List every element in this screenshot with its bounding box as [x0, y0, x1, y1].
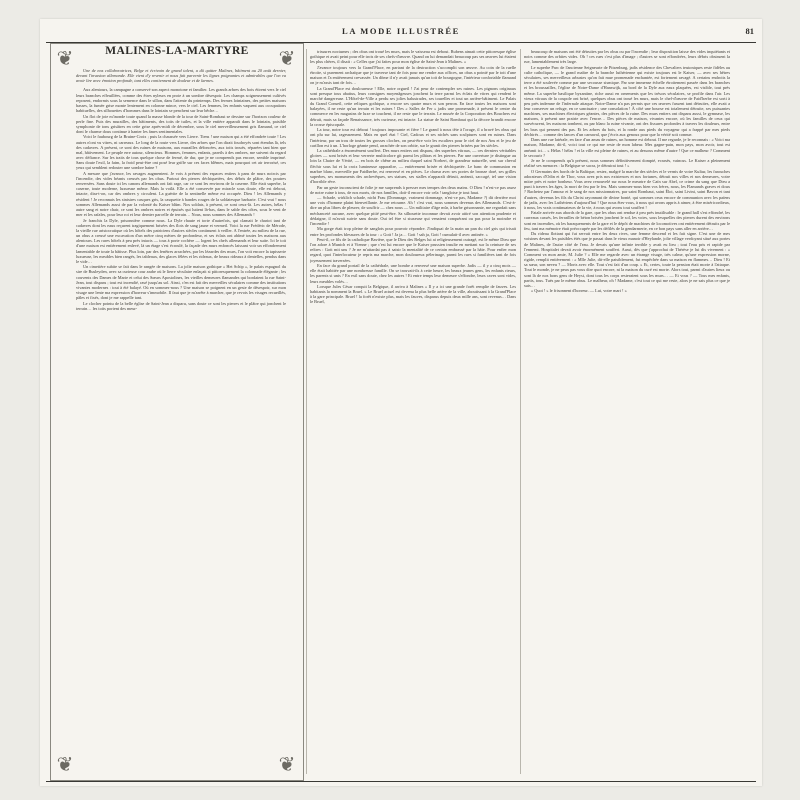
ornament-bottom-right: ❦	[278, 752, 296, 776]
paragraph: Aux alentours, la campagne a conservé son aspect monotone et familier. Les grands arbres des bois étirent vers le ciel leurs branches effeuillées, comme des êtres nyleurs en proie à un sombre désespoir. Les champs soigneusement cultivés reposent, endormis sous la semence dans le sillon, dans l'attente du printemps. Des fermes lointaines, des petites maisons basses, la fumée grise monte lentement en colonne mince, vers le ciel. Les femmes, les enfants vaquent aux occupations habituelles, des silhouettes d'hommes dans le lointain se penchent sur leur bêche…	[76, 87, 286, 114]
publication-title: LA MODE ILLUSTRÉE	[342, 26, 460, 36]
paragraph: Le superbe Parc de l'ancienne Seigneurie de Pitsenburg, jadis résidence des Chevaliers teutoniques reste fidèles au culte catholique, — le grand maître de la branche luthérienne qui existe toujours est le Kaiser, — avec ses hêtres séculaires, ses merveilleux arbustes qu'on fait mue promenade enchantée, est fortement ravagé. A certains endroits la terre a été soulevée comme par une secousse sismique. Par une immense échelle étroitement passée dans les branches et les broussailles, l'église de Notre-Dame d'Hanswijk, au bord de la Dyle aux eaux plaquées, est visible, tout près même. La superbe basilique byzantine, riche aussi en ornements que les trésors séculaires, se profile dans l'air. Les vieux vitraux de la coupole ont brisé, quelques obus ont troué les murs, mais le chef-d'œuvre de Faid'herbe est sorti à peu près indemne de l'infernale attaque. Notre-Dame n'a pas permis que ces œuvres fussent tant détruites, elle avait a leur conserver un refuge, en ce sanctuaire ; une consolation ! À côté une bourse est totalement détruite, ses puissantes machines, ses machines électriques géantes, des pièces de la ruine. Des murs entiers ont disparu aussi, le gymnase, les maisons, à présent une prairie avec l'encre… Des pièces de maison, vivantes encore, où les familles de ceux qui survécurent, les maisons tombent, ou par blanc la ruine vivante, ont des fissures profondes à travers les douleurs, entre les bras qui pensent des pas. Et les arbres du bois, et la ronde aux pieds du voyageur qui a frappé par mes pieds déchirés… comme des lances d'un carnaval, que j'écris aux genoux pour que la vérité soit connue.	[524, 64, 730, 137]
paragraph: Lorsque Jules César conquit la Belgique, il arriva à Malines « Il y a ici une grande forêt remplie de fauves. Les habitants la nomment la Bruel. » Le Bruel actuel est devenu la plus belle artère de la ville, aboutissant à la Grand'Place à la gare principale. Bruel ! la forêt n'existe plus, mais les fauves, disparus depuis deux mille ans, sont revenus… Dans le Bruel,	[310, 284, 516, 305]
paragraph: La Grand'Place est douloureuse ! Elle, notre orgueil ! J'ai peur de contempler ses ruines. Les pignons originaux sont presque tous abattus, leurs consignes moyenâgeuses jonchent la terre parmi les éclats de vitres qui rendent le marché dangereuse. L'Hôtel-de-Ville a perdu ses jolies balustrades, ses tourelles et tout un arrière-bâtiment. Le Palais du Grand Conseil, cette reliques gothique, a encore ses quatre murs et son perron. En face toutes les maisons sont balayées, il ne reste qu'un terrain et les ruines ! Des « Salles de Fer » jadis une promenade, à présent le centre du commerce en les magasins de luxe se touchent, il ne reste que le terrain. Le musée de la Corporation des Bouchers est détruit, mais sa façade Renaissance, très curieuse, est intacte. La statue de Saint Rombaut qui la décore brandit encore la crosse épiscopale.	[310, 85, 516, 127]
paragraph: Fatale arrivée aux abords de la gare, que les obus ont rendue à peu près inutilisable : le grand hall s'est effondré, les carreaux cassés, les ferrailles de béton brisées jonchent le sol, les voies, sous lesquelles des pierres durent des environs sont en incendies, où les baraquements de la gare et le dépôt de machines de locomotives ont entièrement détruits par le feu, tant ma mémoire était préoccupée par les défilés de la gendarmerie, en ce bon pays sans aller en arrière…	[524, 210, 730, 231]
ornament-top-right: ❦	[278, 46, 296, 70]
paragraph: — Schade, wirklich schade, nicht Frau (Dommage, vraiment dommage, n'est-ce pas, Madame ?) dit derrière moi une voix d'homme plaint bienveillante. Je me retourne. Ah ! c'est vrai, nous sommes devenus des Allemands. C'est-à-dire un plus libres de pleurer, de souffrir — chez nous — Un militaire d'âge mûr, à barbe grisonnante, me regardait sans méchanceté aucune, avec quelque pitié peut-être. Sa silhouette inconnue devait avoir attiré son attention prudente et dédaigne, il m'avait suivie sans doute. Oui tel être si stuxeuse qui venaient conquérant ou pas pour la moindre et l'incendie !	[310, 195, 516, 226]
paragraph: Je ne le comprends qu'à présent, nous sommes définitivement dompté, ecrasés, vaincus. Le Kaiser a pleinement réalisé ses menaces : la Belgique se sacra, je détruirai tout ! »	[524, 158, 730, 169]
footer-rule	[46, 781, 756, 782]
paragraph: Le clocher pointu de la belle église de Saint-Jean a disparu, sans doute ce sont les pierres et le plâtre qui jonchent le terrain… les toits portent des meur-	[76, 300, 286, 311]
paragraph: Je franchis la Dyle, prisonnière comme nous. La Dyle rhaute et torte d'autrefois, qui clamait le chariot tant de cadavres dont les eaux reçurent tragiquement brisées des flots de sang jaune et vermeil. Voici la rue Frédéric de Mérode, la vieille rue aristocratique où les hôtels des patriciens d'autres siècles continuent à veiller. A l'entrée, au milieu de la rue, un obus a creusé une excavation d'un mètre cinq mètres de profondeur, et ses éclats ont abîmé toutes les maisons aux alentours. Les rares hôtels à peu près intacts — tous à porte cochère — logent les chefs allemands et leur suite. Ici le toit d'une maison est entièrement enlevé, là un étage s'est écroulé, la façade des murs enfoncés laissant voir un effondrement lamentable de toute la bâtisse. Plus loin, par des fenêtres arrachées, par les lézardes des murs, l'on voit encore la tapisserie luxueuse, les meubles bien rangés, les tableaux, des glaces fêlées et les rideaux, de beaux rideaux à dentelles, pendus dans le vide…	[76, 217, 286, 264]
text-column-2	[310, 49, 516, 774]
magazine-page	[40, 19, 762, 786]
paragraph: Du rideau flottant qui fut servait entre les deux rives, une femme descend et les fait signe. C'est une de mes voisines devant les paisibles étés que je passai dans le vieux manoir d'Heylande, jolie village verdoyant situé aux portes de Malines, de l'autre côté de l'eau. Je devais qu'une infinie terrible y avait eu lieu ; tout l'eau pris et rapide par l'ennemi. Hospitalet devait avoir énormément souffert. Aussi, dès que j'approchai de Thérèse je lui dis vivement : « Comment va mon amie, M. Julie ? » Elle me regarde avec un étrange visage, très calme, qu'une expression morne, rigide, remplit entièrement : « Mlle Julie, dit-elle paisiblement, fut empêchée dans sa maison en flammes… Dieu ! Et sa sœur, son neveu ? — Morts avec elle. Tout s'est fait d'un coup. » Et, certes, toute la pension était morte à l'attaque. Tout le monde, je ne peux pas vous dire quoi encore, ni la maison du curé est morte. Alors tout, parmi d'autres lieux ou sont là de nos bons gens de Heyst, dont tous les corps resteraient sous les murs… — Et vous ? — Tous mes enfants, partis, tous. Tués par le même obus. Le malheur, oh ! Madame, c'est tout ce qui me reste, alors je ne sais plus ce que je suis…	[524, 231, 730, 288]
paragraph: « Quoi ! » le frisonnent d'horreur. — Lui, votre mari ! »	[531, 288, 627, 294]
paragraph: La tour, notre tour est debout ! toujours imposante et fière ! Le grand à nous tête à l'orage, il a bravé les obus qui ont plu sur lui, rageusement. Mais en quel état ! Ciel, Cadoux et ses nichés sans sculptures sont en ruines. Dans l'intérieur, par un trou de toutes les grosses cloches, on peut-être voir les escaliers pour le ciel de nos Ans et le jeu de carillon est à un. L'horloge géante pend, arrachée de son orbite, sur le granit des pierres brisées par les siècles.	[310, 127, 516, 148]
column-divider	[520, 49, 521, 774]
paragraph: trissures nocturnes ; des obus ont troué les murs, mais le vaisseau est debout. Rubens aimait cette pittoresque église gothique et avait peint pour elle trois de ses chefs-d'œuvre. Quand on lui demandait beaucoup pas ses œuvres lui étaient les plus chères, il disait : « Celles que j'ai faites pour mon église de Saint-Jean à Malines. »	[310, 49, 516, 65]
paragraph: A mesure que j'avance, les ravages augmentent. Je vois à présent des espaces entiers à pans de murs noircis par l'incendie, des vides béants creusés par les obus. Partout des pierres déchiquetées, des débris de plâtre, des poutres renversées. Sans doute ici les canons allemands ont fait rage, car ce sont les environs de la caserne. Elle était superbe, la caserne, toute moderne, luxueuse même. Mais la voilà. Elle a été conservée par miracle sous doute, elle est debout, intacte, dira-t-on, car des ombres y circulent. La guérite de la sentinelle même est occupée. Dieu ! les Allemands y résident ! Je reconnais les sinistres casques gris, la casquette à bandes rouges de la soldatesque barbarie. C'est vrai ! nous sommes Allemands aussi de par la volonté du Kaiser blûm. Nos soldats, à présent, ce sont ceux-là. Les autres, hélas ! autre sang et notre chair, ce sont les ombres noires et épuisés qui luttent là-bas, dans le sable des côtes, sous le vent de mer et les rafales, pour leur roi et leur dernier parcelle de terrain… Nous, nous sommes des Allemands !	[76, 170, 286, 218]
paragraph: Un cimetière subite se fait dans le rangée de maisons. La jolie maison gothique « Het Schip », le palais espagnol du sire de Busleyden, avec sa curieuse cour arabe où le lierre séculaire enlaçait si pittoresquement la colonnade élégante ; les couvents des Dames de Marie et celui des Sœurs Apostolines, les vieilles demeures flamandes qui bordaient la rue Saint-Jean, tout disparu ; tout est incendié, rasé jusqu'au sol. Ainsi, c'en est fait des merveilles séculaires comme des institutions vivantes modernes : tout à été balayé. Où en sommes-nous ? Une maison se poignent en un geste de désespoir, sur mon visage une lente ma expression d'horreur s'immobile. Il faut que je m'arrête à marcher, que je revois les visages recueillés, pâles et fixés, dont je me rappelle tant.	[76, 264, 286, 301]
paragraph: J'avance toujours vers la Grand'Place, en partant de la destruction s'accomplit son œuvre. Au coin de la ruelle étroite, si purement archaïque que je traverse tant de fois pour me rendre aux offices, un obus a pointé par le toit d'une maison et l'a entièrement crevassée. Un dôme il n'y avait jamais qu'un toit de bourgogne, l'intérieur confortable flamand on je m'assis tant de fois…	[310, 64, 516, 86]
page-number: 81	[745, 26, 754, 36]
paragraph: Ma gorge était trop pleine de sanglots pour pouvoir répondre. J'indiquai de la main un pan du ciel gris qui irisait entre les profondes blessures de la tour : « Gott ! Ja ja… Gott ! sah ja, Gott ! cumulait-il avec antinée. »	[310, 226, 516, 237]
text-column-3	[524, 49, 730, 774]
paragraph: Peut-il, ce fils de la catholique Bavière, que le Dieu des Belges lui ai religieusement outragé, est le même Dieu que l'on adore à Munich et à Vienne ; que c'est lui encore que le Kaiser prussien insulte en mettant sur la ceinture de ses reîtres : Gott mit uns ? Je ne m'attardai pas à saisir la mentalité de ce certain embrassé par la hâte. Pour enfier mon regard, quoi l'interlocuteur je repris ma marche, mon douloureux pèlerinage, parmi les rues si familières tant de fois joyeusement traversées.	[310, 237, 516, 263]
paragraph: Par un geste inconscient de folie je me surprends à presser mes tempes des deux mains. O Dieu ! n'est-ce pas assez de notre ruine à tous, de nos morts, de nos familles, doit-il encore voir cela ! tangloise je tout haut.	[310, 184, 516, 195]
paragraph: Dans une rue latérale, en face d'un amas de ruines, un homme est debout. Il me regarde, je le reconnais : « Voici ma maison, Madame, dit-il, voici tout ce qui me reste de mon labeur. Mes gagne-pain, mon pays, mon avoir, tout est anéanti ici… » Hélas ! hélas ! et la ville est pleine de ruines, et au dessous même d'autre ! Que ce malheur ? Comment le secourir ?	[524, 137, 730, 158]
page-header	[40, 23, 762, 41]
column-divider	[306, 49, 307, 774]
paragraph: beaucoup de maisons ont été détruites par les obus ou par l'incendie ; leur disposition laisse des vides inquiétants et noirs comme des orbites vides. Oh ! ces rues c'est plus d'image ; d'autres se sont effondrées, leurs débris obstruent la rue, lamentablement très large.	[524, 49, 730, 65]
ornament-top-left: ❦	[56, 46, 74, 70]
paragraph: La cathédrale a énormément souffert. Des murs entiers ont disparu, des superbes vitraux, — ces derniers véritables gloires — sont brisés et leur verrerie multicolore git parmi les plâtras et les pierres. Par une ouverture je distingue au loin la Chaire de Vérité, — en bois de chêne au milieu duquel saint Norbert, de grandeur naturelle, sent sur cheval fléchir sous lui et la croix lumineuse apparaître, — entièrement brisée et déchiquetée. Le banc de communion en marbre blanc, merveille par Faidherbe, est renversé et en pièces. Le chœur avec ses portes de bronze doré, ses grilles superbes, ses monuments des archevêques, ses statues, ses stalles n'apparaît détruit, anéanti, saccagé, tel une vision d'horrible rêve.	[310, 148, 516, 185]
paragraph: En face du grand portail de la cathédrale, une bombe a renversé une maison superbe. Jadis — il y a cinq mois — elle était habitée par une nombreuse famille. On se trouvait-ils à cette heure, les beaux jeunes gens, les enfants rieurs, les parents si unis ? En exil sans doute, chez les autres ! Et entre temps leur demeure s'effondre, leurs caves sont vides, leurs meubles volés…	[310, 263, 516, 284]
paragraph: O Germains des bords de la Baltique, restez, malgré la marche des siècles et le vernis de votre Kultur, les farouches adorateurs d'Odin et de Thor, vous avez pris nos existences et nos fortunes, détruit nos villes et nos demeures, votre mitre près et notre bonheur. Vous avez renouvelé sur nous le meurtre de Caïn sur Abel, ce crime du sang que Dieu a puni à travers les âges, la mort de feu par le feu. Mais sommes-nous bien vos frères, nous, les Flamands graves et doux ? Rachetez par l'amour et le sang de nos missionnaires, par saint Rombaut, saint Éloi, saint Livini, saint Bavon et tant d'autres, devenus les fils du Christ rayonnant de divine bonté, qui sommes ceux encore de communion avec les païens de jadis, avec les Luthériens d'aujourd'hui ! Que nous êtes-vous, à nous qui avons appris à aimer, à être miséricordieux, à nous, les vrais continuateurs de la vie, à nous qui avons tout souffert !	[524, 168, 730, 210]
paragraph: Un flot de joie m'inonde toute quand la masse blonde de la tour de Saint-Rombaut se dessine sur l'horizon couleur de perle fine. Puis des murailles, des bâtiments, des toits de tuiles, et la ville entière apparaît dans le lointain, paisible symphonie de tons grisâtres en cette grise après-midi de décembre, sous le ciel merveilleusement gris flamand, ce ciel dont le charme doux continue à hanter les âmes sentimentales.	[76, 113, 286, 135]
text-column-1	[76, 68, 286, 758]
paragraph: Voici le faubourg de la Bruine-Croix ; puis la chaussée vers Lierre. Tiens ! une maison qui a été effondrée toute ! Les autres n'ont vu vitres, ni carreaux. Le long de la route vers Lierre, des arbres que l'on dirait foudroyés sont étendus là, tels des cadavres. A présent, ce sont des ruines de maisons, aux murailles défoncées, aux toits troués, réparées tant bien que mal, hâtivement. Le peuple erre autour, silencieux. Hommes, femmes, enfants, pareils à des ombres, me suivent du regard avec défiance. Sur les traits de tous quelque chose de fermé, de dur, que je ne comprends pas encore, semble imprimé. Sans doute l'exil, la faim, la froid peut-être ont posé leur griffe sur ces faces blêmes, mais pourquoi cet air terrorisé, ces yeux qui semblent redouter une sombre haine ?	[76, 134, 286, 171]
ornament-bottom-left: ❦	[56, 752, 74, 776]
article-intro: Une de nos collaboratrices, Belge et écrivain de grand talent, a dû quitter Malines, bâtiment au 20 août dernier, devant l'invasion allemande. Elle vient d'y revenir et nous fait parvenir les lignes poignantes et admirables que l'on va avoir lire avec émotion profonde, tant elles contiennent de douleur et de larmes.	[76, 68, 286, 84]
article-title: MALINES-LA-MARTYRE	[105, 45, 249, 57]
